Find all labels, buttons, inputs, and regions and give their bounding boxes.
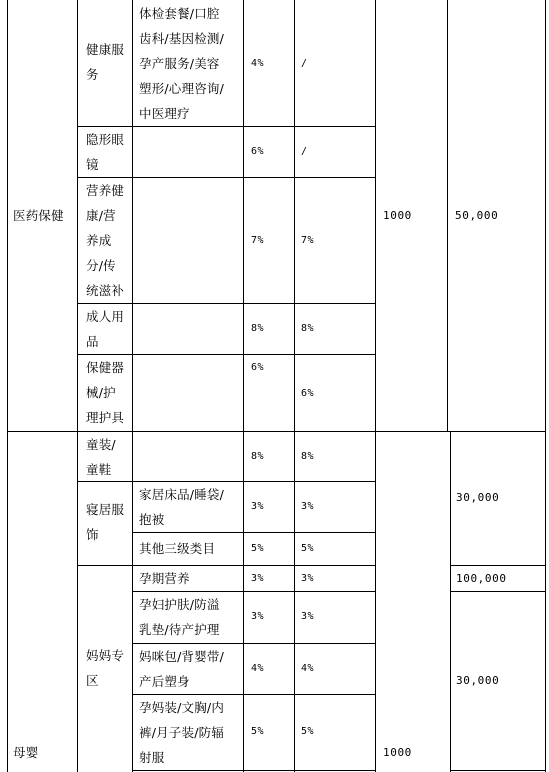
- rate-cell: 8%: [301, 323, 315, 334]
- rate-cell: 4%: [251, 663, 265, 674]
- table-border-left: [7, 0, 8, 772]
- rate-cell: 3%: [301, 501, 315, 512]
- rate-cell: 8%: [251, 451, 265, 462]
- row-line: [132, 770, 375, 771]
- rate-cell: 5%: [251, 726, 265, 737]
- rate-cell: 7%: [251, 235, 265, 246]
- item-label: 孕期营养: [139, 571, 190, 586]
- amount-line: [450, 770, 546, 771]
- rate-cell: /: [301, 58, 308, 69]
- col-divider-1: [77, 0, 78, 772]
- deposit-cell: 1000: [383, 746, 412, 759]
- rate-cell: 3%: [251, 573, 265, 584]
- item-label: 孕妈装/文胸/内 裤/月子装/防辐 射服: [139, 700, 225, 765]
- rate-cell: 3%: [251, 501, 265, 512]
- category-label: 母婴: [13, 745, 39, 760]
- rate-cell: 8%: [251, 323, 265, 334]
- row-line: [77, 481, 375, 482]
- rate-cell: /: [301, 146, 308, 157]
- item-label: 妈咪包/背婴带/ 产后塑身: [139, 649, 225, 689]
- subcategory-label: 健康服 务: [86, 42, 125, 82]
- rate-cell: 3%: [301, 611, 315, 622]
- col-divider-3: [243, 0, 244, 772]
- item-label: 孕妇护肤/防溢 乳垫/待产护理: [139, 597, 220, 637]
- item-label: 其他三级类目: [139, 541, 216, 556]
- subcategory-label: 隐形眼 镜: [86, 132, 125, 172]
- rate-cell: 4%: [251, 58, 265, 69]
- item-label: 体检套餐/口腔 齿科/基因检测/ 孕产服务/美容 塑形/心理咨询/ 中医理疗: [139, 6, 225, 121]
- col-divider-4: [294, 0, 295, 772]
- rate-cell: 6%: [251, 146, 265, 157]
- category-label: 医药保健: [13, 208, 64, 223]
- rate-cell: 3%: [301, 573, 315, 584]
- subcategory-label: 寝居服 饰: [86, 502, 125, 542]
- deposit-cell: 1000: [383, 209, 412, 222]
- rate-cell: 5%: [251, 543, 265, 554]
- subcategory-label: 成人用 品: [86, 309, 125, 349]
- rate-cell: 6%: [301, 388, 315, 399]
- col-divider-2: [132, 0, 133, 772]
- subcategory-label: 营养健 康/营 养成 分/传 统滋补: [86, 183, 125, 298]
- subcategory-label: 妈妈专 区: [86, 648, 125, 688]
- rate-cell: 6%: [251, 362, 265, 373]
- rate-cell: 8%: [301, 451, 315, 462]
- col-divider-5: [375, 0, 376, 772]
- subcategory-label: 保健器 械/护 理护具: [86, 360, 125, 425]
- amount-cell: 100,000: [456, 572, 507, 585]
- rate-cell: 5%: [301, 543, 315, 554]
- rate-cell: 7%: [301, 235, 315, 246]
- item-label: 家居床品/睡袋/ 抱被: [139, 487, 225, 527]
- amount-line: [450, 591, 546, 592]
- row-line: [132, 532, 375, 533]
- col-divider-6b: [450, 431, 451, 772]
- rate-cell: 4%: [301, 663, 315, 674]
- row-line: [77, 565, 375, 566]
- amount-cell: 30,000: [456, 491, 500, 504]
- rate-cell: 5%: [301, 726, 315, 737]
- table-border-right: [545, 0, 546, 772]
- subcategory-label: 童装/ 童鞋: [86, 437, 116, 477]
- rate-cell: 3%: [251, 611, 265, 622]
- col-divider-6a: [447, 0, 448, 431]
- amount-cell: 50,000: [455, 209, 499, 222]
- amount-cell: 30,000: [456, 674, 500, 687]
